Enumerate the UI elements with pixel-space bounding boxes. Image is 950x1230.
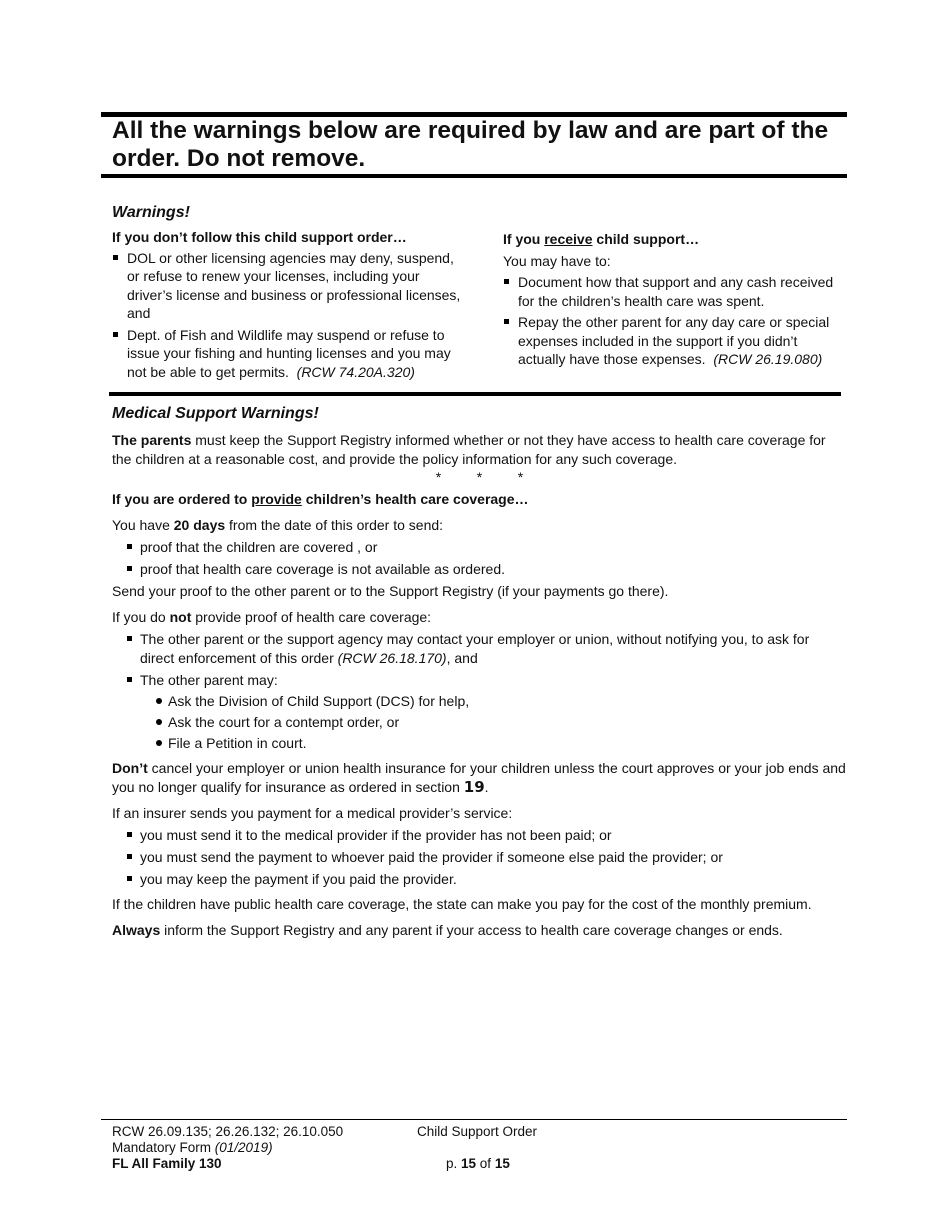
list-item: Document how that support and any cash received for the children’s health care was spent. xyxy=(503,273,848,310)
medical-support-section xyxy=(112,404,847,947)
page-number: p. 15 of 15 xyxy=(446,1156,510,1171)
footer-rule xyxy=(101,1119,847,1120)
list-item: you must send the payment to whoever paid the provider if someone else paid the provider; or xyxy=(126,848,847,867)
citation: (RCW 26.19.080) xyxy=(713,351,823,367)
list-item: The other parent or the support agency may contact your employer or union, without notifying you, to ask for direct enforcement of this order (RCW 26.18.170), and xyxy=(126,630,847,668)
always-inform-text: Always inform the Support Registry and any parent if your access to health care coverage changes or ends. xyxy=(112,922,783,938)
list-item: Ask the Division of Child Support (DCS) for help, xyxy=(154,692,847,711)
page-title: All the warnings below are required by law and are part of the order. Do not remove. xyxy=(112,117,829,172)
list-item: proof that health care coverage is not available as ordered. xyxy=(126,560,847,579)
list-item: Dept. of Fish and Wildlife may suspend or refuse to issue your fishing and hunting licenses and you may not be able to get permits. (RCW 74.20A.320) xyxy=(112,326,462,382)
receive-support-list xyxy=(503,273,848,369)
ordered-provide-subhead: If you are ordered to provide children’s health care coverage… xyxy=(112,491,529,507)
list-item: proof that the children are covered , or xyxy=(126,538,847,557)
header-rule-bottom xyxy=(101,174,847,178)
dont-follow-subhead: If you don’t follow this child support order… xyxy=(112,229,407,245)
footer-doc-title: Child Support Order xyxy=(417,1124,538,1139)
parents-paragraph: The parents must keep the Support Registry informed whether or not they have access to health care coverage for the children at a reasonable cost, and provide the policy information for any such coverage. xyxy=(112,432,826,467)
proof-list xyxy=(112,538,847,579)
list-item: you may keep the payment if you paid the provider. xyxy=(126,870,847,889)
other-parent-options xyxy=(140,692,847,753)
section-divider xyxy=(109,392,841,396)
insurer-payment-list xyxy=(112,826,847,889)
list-item: Ask the court for a contempt order, or xyxy=(154,713,847,732)
public-coverage-text: If the children have public health care coverage, the state can make you pay for the cost of the monthly premium. xyxy=(112,896,812,912)
list-item: you must send it to the medical provider if the provider has not been paid; or xyxy=(126,826,847,845)
no-proof-consequences-list xyxy=(112,630,847,753)
list-item: File a Petition in court. xyxy=(154,734,847,753)
warnings-left-column xyxy=(112,203,462,384)
if-not-text: If you do not provide proof of health care coverage: xyxy=(112,609,432,625)
footer-mandatory: Mandatory Form (01/2019) xyxy=(112,1140,273,1155)
send-proof-text: Send your proof to the other parent or to the Support Registry (if your payments go there). xyxy=(112,583,669,599)
footer-rcw: RCW 26.09.135; 26.26.132; 26.10.050 xyxy=(112,1124,344,1139)
list-item: The other parent may: Ask the Division of Child Support (DCS) for help, Ask the court for a contempt order, or File a Petition in court. xyxy=(126,671,847,753)
footer-left xyxy=(112,1124,412,1172)
list-item: DOL or other licensing agencies may deny, suspend, or refuse to renew your licenses, including your driver’s license and business or professional licenses, and xyxy=(112,249,462,323)
section-stars: * * * xyxy=(435,469,524,485)
warnings-right-column xyxy=(503,230,848,372)
may-have-to-text: You may have to: xyxy=(503,252,611,269)
license-warning-list xyxy=(112,249,462,382)
receive-support-subhead: If you receive child support… xyxy=(503,231,700,247)
list-item: Repay the other parent for any day care or special expenses included in the support if you didn’t actually have those expenses. (RCW 26.19.080) xyxy=(503,313,848,369)
dont-cancel-text: Don’t cancel your employer or union health insurance for your children unless the court approves or your job ends and you no longer qualify for insurance as ordered in section 19. xyxy=(112,760,846,796)
insurer-intro-text: If an insurer sends you payment for a medical provider’s service: xyxy=(112,805,513,821)
citation: (RCW 74.20A.320) xyxy=(296,363,415,380)
footer-form-id: FL All Family 130 xyxy=(112,1156,222,1171)
medical-heading: Medical Support Warnings! xyxy=(112,405,319,422)
warnings-heading: Warnings! xyxy=(112,204,190,221)
twenty-days-text: You have 20 days from the date of this order to send: xyxy=(112,517,444,533)
